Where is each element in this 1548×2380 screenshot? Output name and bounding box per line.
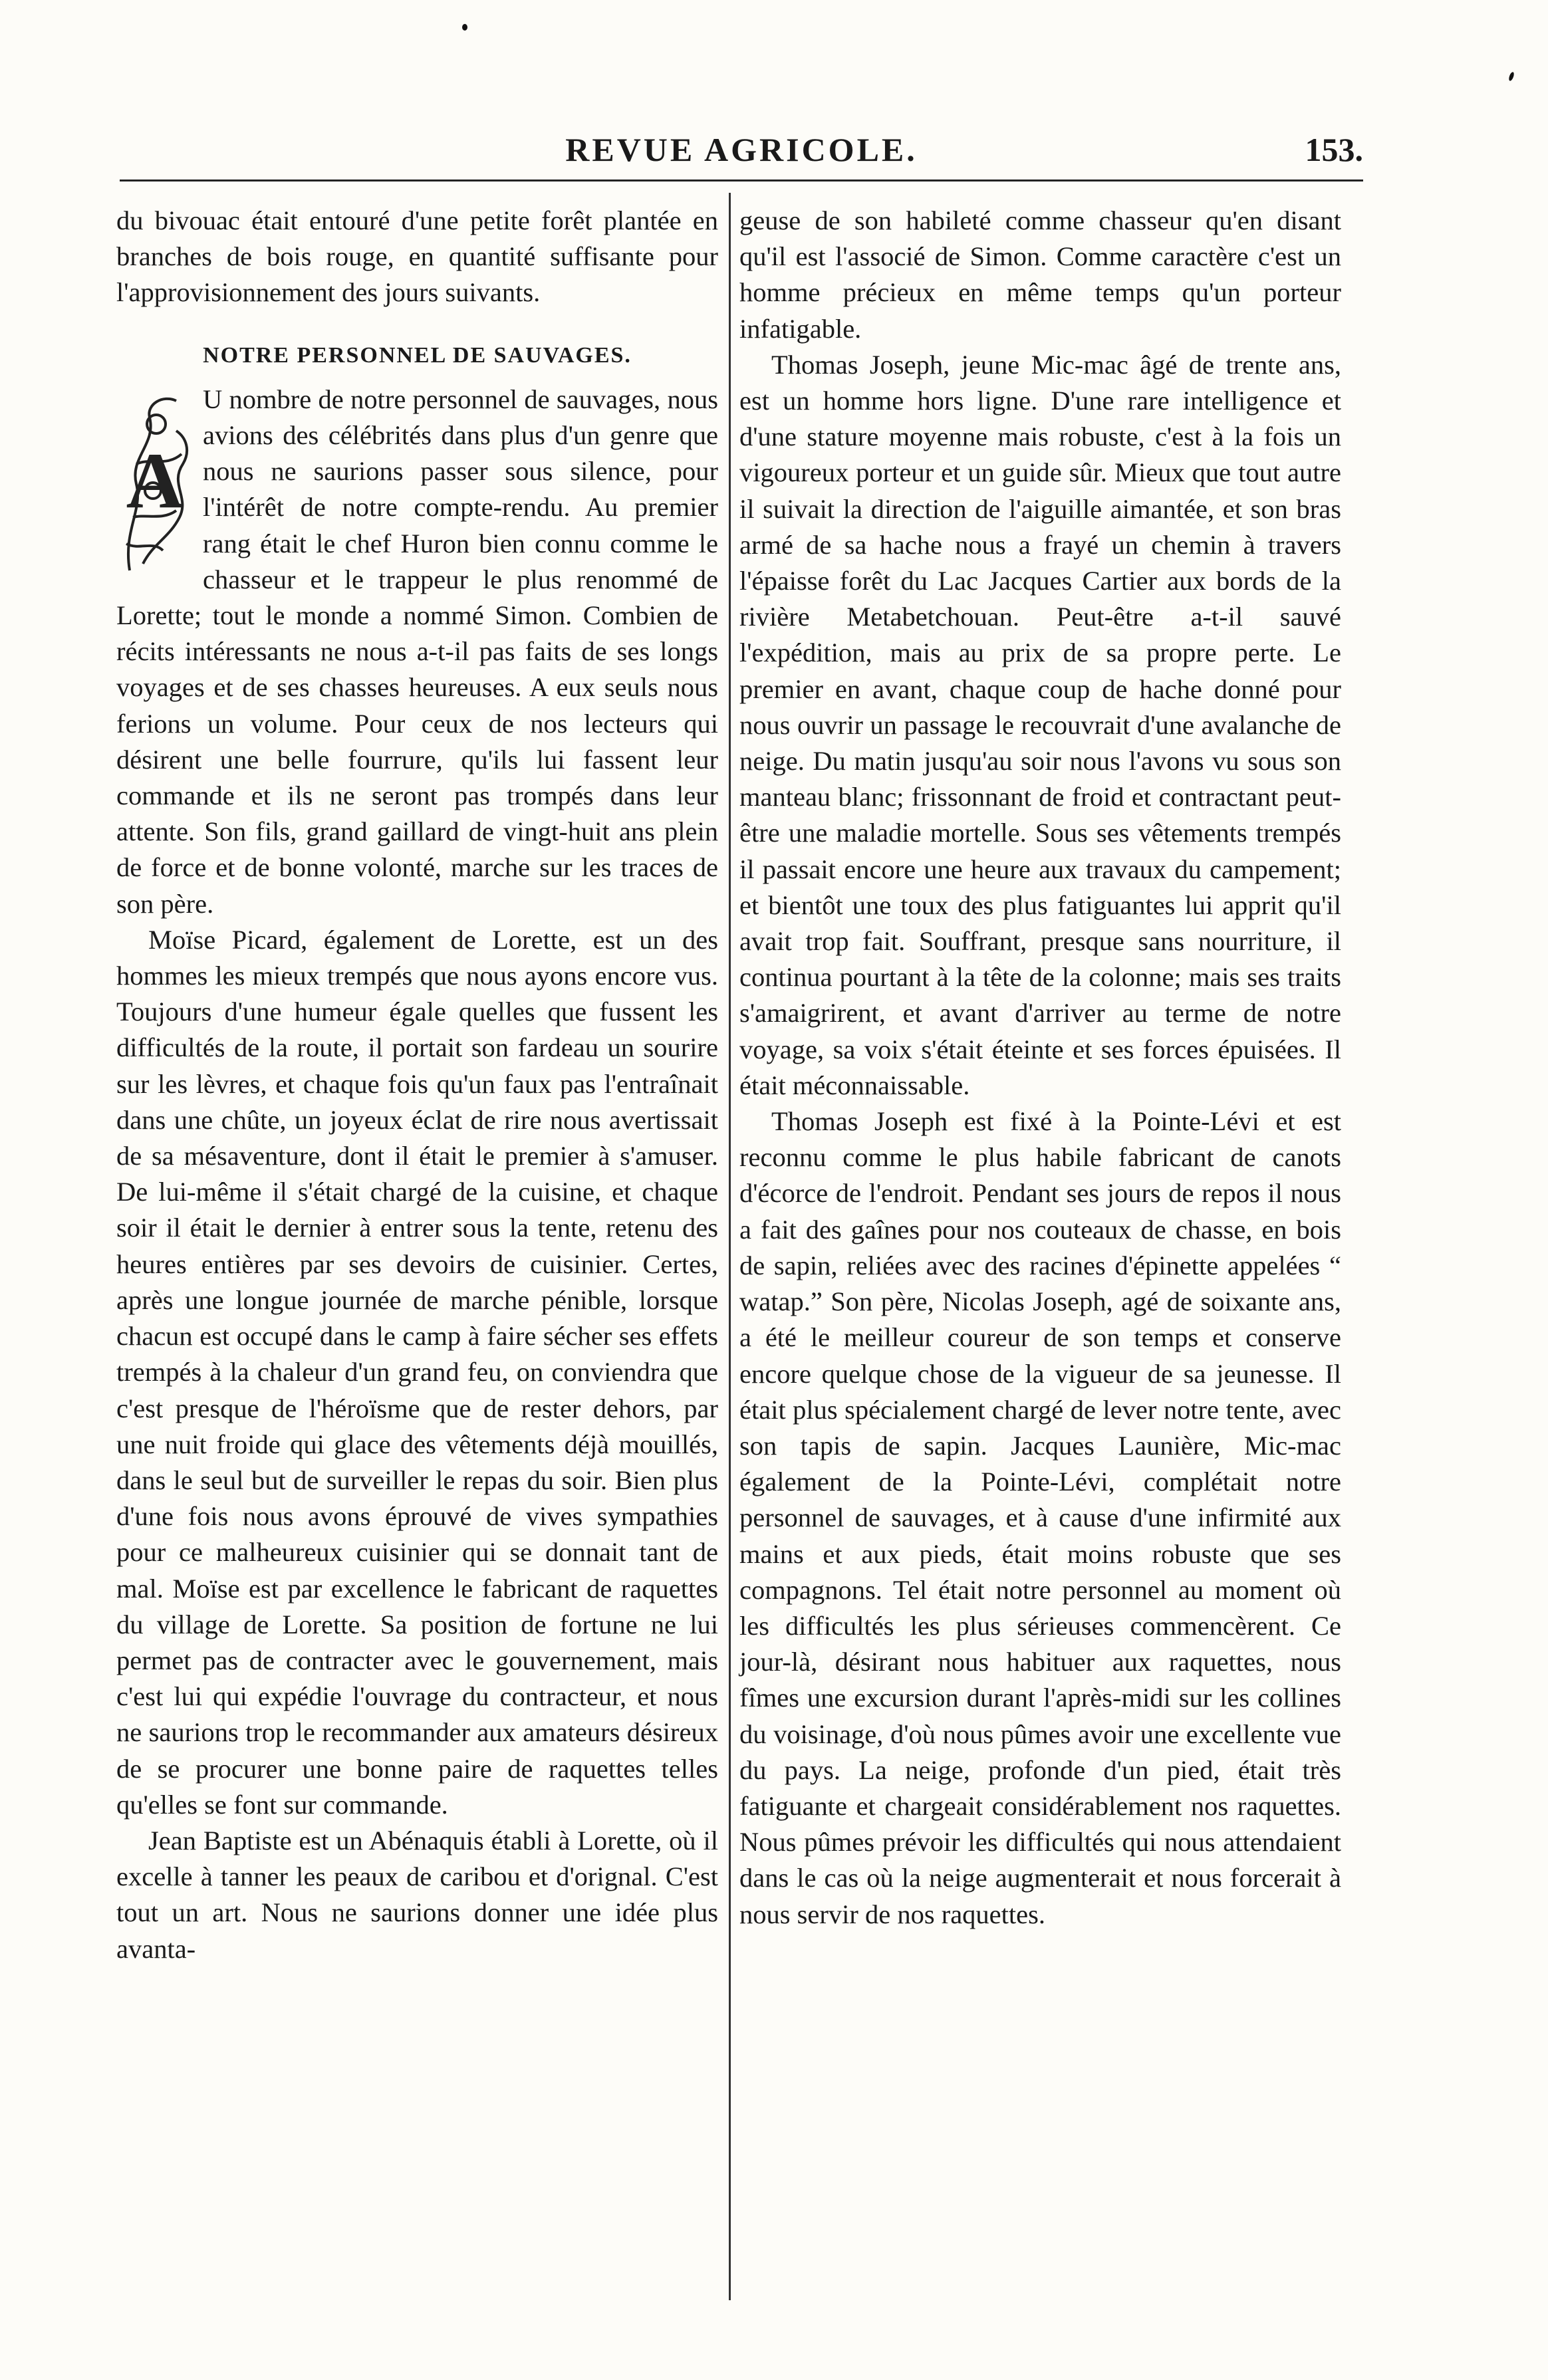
column-divider [729,193,731,2300]
running-head [120,126,1363,181]
paragraph: Thomas Joseph, jeune Mic-mac âgé de trente ans, est un homme hors ligne. D'une rare intelligence et d'une stature moyenne mais robuste, c'est à la fois un vigoureux porteur et un guide sûr. Mieux que tout autre il suivait la direction de l'aiguille aimantée, et son bras armé de sa hache nous a frayé un chemin à travers l'épaisse forêt du Lac Jacques Cartier aux bords de la rivière Metabetchouan. Peut-être a-t-il sauvé l'expédition, mais au prix de sa propre perte. Le premier en avant, chaque coup de hache donné pour nous ouvrir un passage le recouvrait d'une avalanche de neige. Du matin jusqu'au soir nous l'avons vu sous son manteau blanc; frissonnant de froid et contractant peut-être une maladie mortelle. Sous ses vêtements trempés il passait encore une heure aux travaux du campement; et bientôt une toux des plus fatiguantes lui apprit qu'il avait trop fait. Souffrant, presque sans nourriture, il continua pourtant à la tête de la colonne; mais ses traits s'amaigrirent, et avant d'arriver au terme de notre voyage, sa voix s'était éteinte et ses forces épuisées. Il était méconnaissable. [739,349,1341,1100]
ornamental-dropcap-icon [116,384,196,584]
paragraph-text: U nombre de notre personnel de sauvages, nous avions des célébrités dans plus d'un genre que nous ne saurions passer sous silence, pour l'intérêt de notre compte-rendu. Au premier rang était le chef Huron bien connu comme le chasseur et le trappeur le plus renommé de Lorette; tout le monde a nommé Simon. Combien de récits intéressants ne nous a-t-il pas faits de ses longs voyages et de ses chasses heureuses. A eux seuls nous ferions un volume. Pour ceux de nos lecteurs qui désirent une belle fourrure, qu'ils lui fassent leur commande et ils ne seront pas trompés dans leur attente. Son fils, grand gaillard de vingt-huit ans plein de force et de bonne volonté, marche sur les traces de son père. [116,384,718,919]
running-title: REVUE AGRICOLE. [565,131,918,168]
ink-speck [1508,71,1515,81]
paragraph: Jean Baptiste est un Abénaquis établi à Lorette, où il excelle à tanner les peaux de caribou et d'orignal. C'est tout un art. Nous ne saurions donner une idée plus avanta- [116,1825,718,1964]
svg-text:A: A [126,435,184,525]
left-column [116,203,718,1967]
paragraph: du bivouac était entouré d'une petite forêt plantée en branches de bois rouge, en quantité suffisante pour l'approvisionnement des jours suivants. [116,205,718,308]
paragraph: geuse de son habileté comme chasseur qu'en disant qu'il est l'associé de Simon. Comme caractère c'est un homme précieux en même temps qu'un porteur infatigable. [739,205,1341,344]
paragraph: Moïse Picard, également de Lorette, est un des hommes les mieux trempés que nous ayons encore vus. Toujours d'une humeur égale quelles que fussent les difficultés de la route, il portait son fardeau un sourire sur les lèvres, et chaque fois qu'un faux pas l'entraînait dans une chûte, un joyeux éclat de rire nous avertissait de sa mésaventure, dont il était le premier à s'amuser. De lui-même il s'était chargé de la cuisine, et chaque soir il était le dernier à entrer sous la tente, retenu des heures entières par ses devoirs de cuisinier. Certes, après une longue journée de marche pénible, lorsque chacun est occupé dans le camp à faire sécher ses effets trempés à la chaleur d'un grand feu, on conviendra que c'est presque de l'héroïsme que de rester dehors, par une nuit froide qui glace des vêtements déjà mouillés, dans le seul but de surveiller le repas du soir. Bien plus d'une fois nous avons éprouvé de vives sympathies pour ce malheureux cuisinier qui se donnait tant de mal. Moïse est par excellence le fabricant de raquettes du village de Lorette. Sa position de fortune ne lui permet pas de contracter avec le gouvernement, mais c'est lui qui expédie l'ouvrage du contracteur, et nous ne saurions trop le recommander aux amateurs désireux de se procurer une bonne paire de raquettes telles qu'elles se font sur commande. [116,924,718,1820]
ink-speck [462,24,467,31]
section-heading: NOTRE PERSONNEL DE SAUVAGES. [203,342,632,368]
paragraph: Thomas Joseph est fixé à la Pointe-Lévi et est reconnu comme le plus habile fabricant de canots d'écorce de l'endroit. Pendant ses jours de repos il nous a fait des gaînes pour nos couteaux de chasse, en bois de sapin, reliées avec des racines d'épinette appelées “ watap.” Son père, Nicolas Joseph, agé de soixante ans, a été le meilleur coureur de son temps et conserve encore quelque chose de la vigueur de sa jeunesse. Il était plus spécialement chargé de lever notre tente, avec son tapis de sapin. Jacques Launière, Mic-mac également de la Pointe-Lévi, complétait notre personnel de sauvages, et à cause d'une infirmité aux mains et aux pieds, était moins robuste que ses compagnons. Tel était notre personnel au moment où les difficultés les plus sérieuses commencèrent. Ce jour-là, désirant nous habituer aux raquettes, nous fîmes une excursion durant l'après-midi sur les collines du voisinage, d'où nous pûmes avoir une excellente vue du pays. La neige, profonde d'un pied, était très fatiguante et chargeait considérablement nos raquettes. Nous pûmes prévoir les difficultés qui nous attendaient dans le cas où la neige augmenterait et nous forcerait à nous servir de nos raquettes. [739,1106,1341,1929]
right-column [739,203,1341,1933]
paragraph [116,382,718,922]
page-number: 153. [1305,131,1363,168]
